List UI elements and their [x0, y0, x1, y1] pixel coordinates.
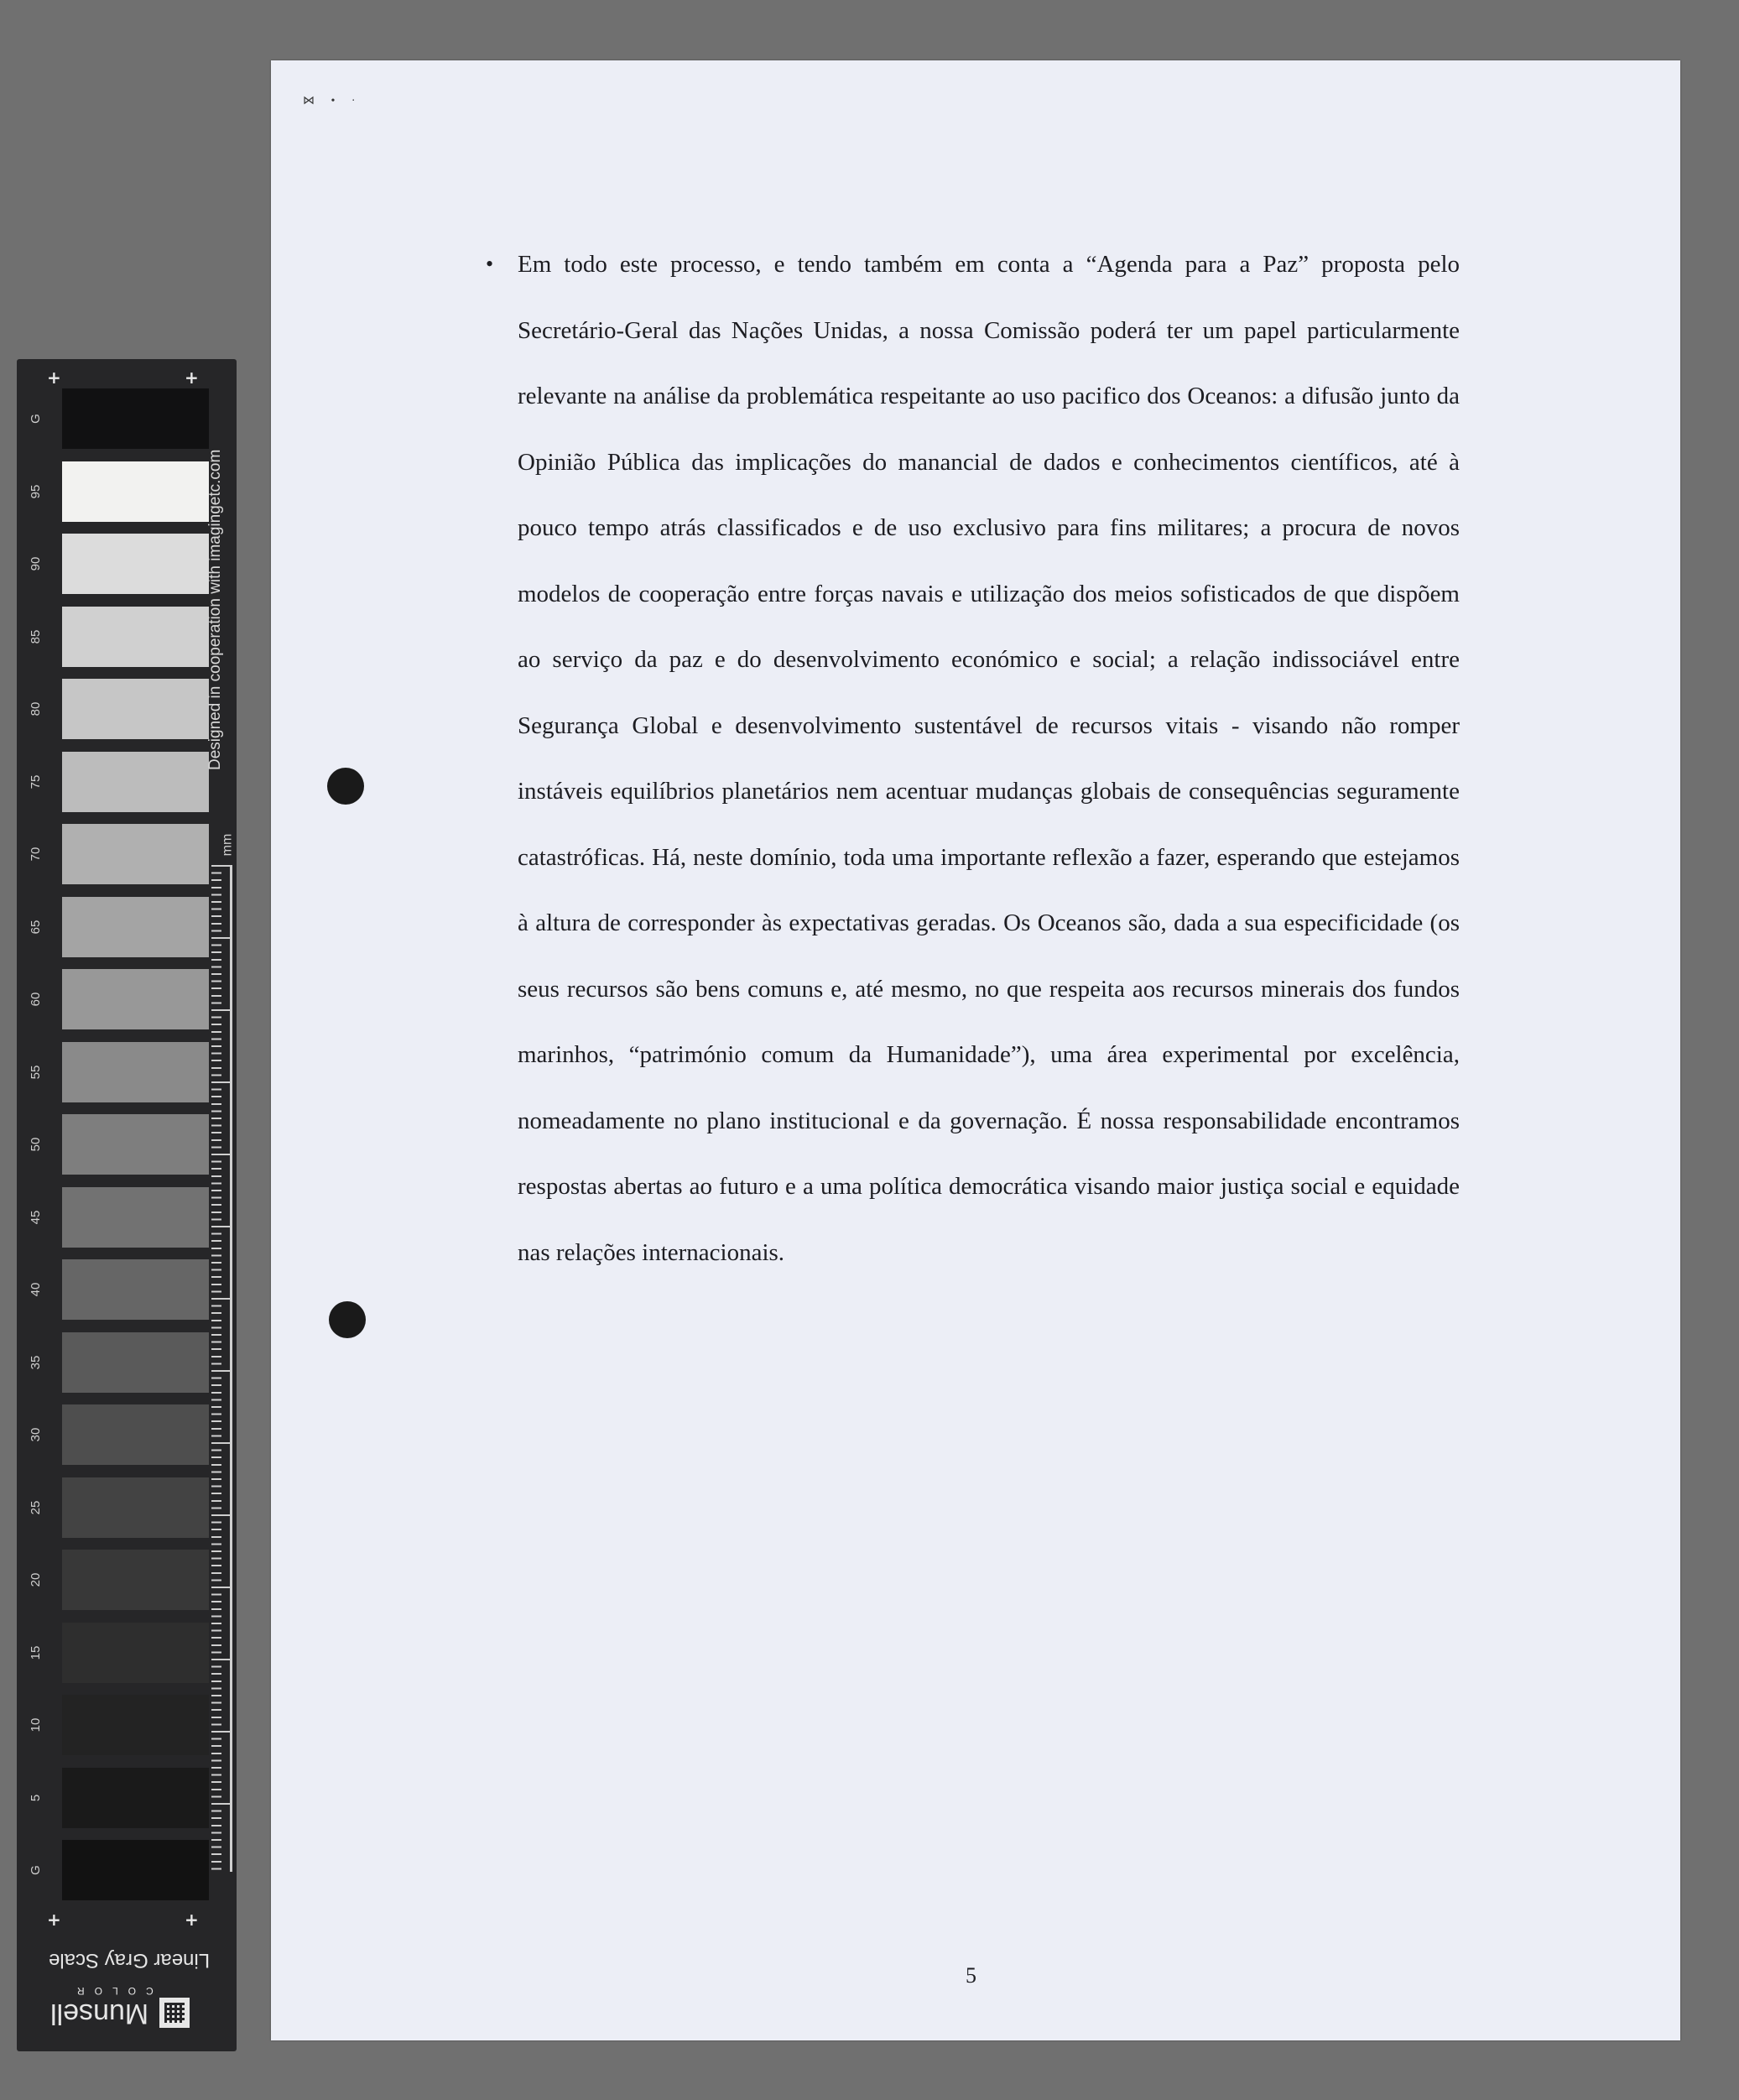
punch-hole [329, 1301, 366, 1338]
gray-patch-label: 20 [29, 1572, 43, 1587]
crosshair-mark: + [47, 1910, 61, 1930]
punch-hole [327, 768, 364, 805]
gray-patch-label: 55 [29, 1065, 43, 1079]
gray-patch [62, 607, 209, 667]
body-paragraph: Em todo este processo, e tendo também em conta a “Agenda para a Paz” proposta pelo Secretário-Geral das Nações Unidas, a nossa Comissão poderá ter um papel particularmente relevante na análise da problemática respeitante ao uso pacifico dos Oceanos: a difusão junto da Opinião Pública das implicações do manancial de dados e conhecimentos científicos, até à pouco tempo atrás classificados e de uso exclusivo para fins militares; a procura de novos modelos de cooperação entre forças navais e utilização dos meios sofisticados de que dispõem ao serviço da paz e do desenvolvimento económico e social; a relação indissociável entre Segurança Global e desenvolvimento sustentável de recursos vitais - visando não romper instáveis equilíbrios planetários nem acentuar mudanças globais de consequências seguramente catastróficas. Há, neste domínio, toda uma importante reflexão a fazer, esperando que estejamos à altura de corresponder às expectativas geradas. Os Oceanos são, dada a sua especificidade (os seus recursos são bens comuns e, até mesmo, no que respeita aos recursos minerais dos fundos marinhos, “património comum da Humanidade”), uma área experimental por excelência, nomeadamente no plano institucional e da governação. É nossa responsabilidade encontramos respostas abertas ao futuro e a uma política democrática visando maior justiça social e equidade nas relações internacionais. [518, 251, 1460, 1266]
gray-patch-label: 85 [29, 629, 43, 644]
gray-patch-label: 80 [29, 701, 43, 717]
gray-patch [62, 388, 209, 449]
gray-patch [62, 1114, 209, 1175]
bullet-icon: • [486, 252, 494, 276]
gray-patch-label: 75 [29, 774, 43, 789]
gray-patch-label: 70 [29, 847, 43, 862]
gray-patch-label: G [29, 1865, 43, 1875]
gray-patch [62, 679, 209, 739]
gray-patch-label: 5 [29, 1794, 43, 1801]
gray-patch-label: 60 [29, 992, 43, 1007]
gray-patch [62, 1332, 209, 1393]
brand-name: Munsell [50, 1998, 149, 2030]
gray-patch [62, 752, 209, 812]
gray-patch-label: 15 [29, 1645, 43, 1660]
crosshair-mark: + [185, 1910, 199, 1930]
scale-name: Linear Gray Scale [49, 1949, 211, 1972]
munsell-logo-icon [159, 1998, 190, 2028]
gray-patch-label: 95 [29, 484, 43, 498]
target-credit: Designed in cooperation with imagingetc.com [206, 449, 224, 770]
crosshair-mark: + [185, 367, 199, 388]
gray-patch-label: 50 [29, 1137, 43, 1152]
gray-patch [62, 824, 209, 884]
gray-patch [62, 1404, 209, 1465]
gray-patch-label: 25 [29, 1500, 43, 1514]
gray-patch [62, 1623, 209, 1683]
gray-patch-label: G [29, 414, 43, 424]
gray-patch [62, 461, 209, 522]
gray-patch-label: 65 [29, 920, 43, 934]
gray-patch-label: 10 [29, 1717, 43, 1733]
gray-patch [62, 1768, 209, 1828]
gray-patch [62, 1840, 209, 1900]
brand-sub: COLOR [67, 1985, 154, 1997]
gray-patch [62, 534, 209, 594]
gray-patch [62, 1259, 209, 1320]
ruler-major-ticks [211, 865, 232, 1872]
gray-patch [62, 1187, 209, 1248]
header-marks: ⋈ • · [303, 95, 362, 107]
gray-patch [62, 1477, 209, 1538]
crosshair-mark: + [47, 367, 61, 388]
gray-patch [62, 1042, 209, 1102]
gray-patch-label: 30 [29, 1427, 43, 1442]
gray-patch [62, 1550, 209, 1610]
gray-patch [62, 1695, 209, 1755]
gray-patch-label: 90 [29, 556, 43, 571]
gray-patch-label: 45 [29, 1210, 43, 1224]
gray-scale-target [17, 359, 237, 2051]
gray-patch [62, 969, 209, 1029]
ruler-unit-label: mm [220, 833, 235, 857]
body-paragraph-block [486, 232, 1460, 1285]
gray-patch-label: 35 [29, 1355, 43, 1369]
gray-patch [62, 897, 209, 957]
document-page [271, 60, 1680, 2040]
page-number: 5 [966, 1963, 976, 1988]
gray-patch-label: 40 [29, 1282, 43, 1297]
